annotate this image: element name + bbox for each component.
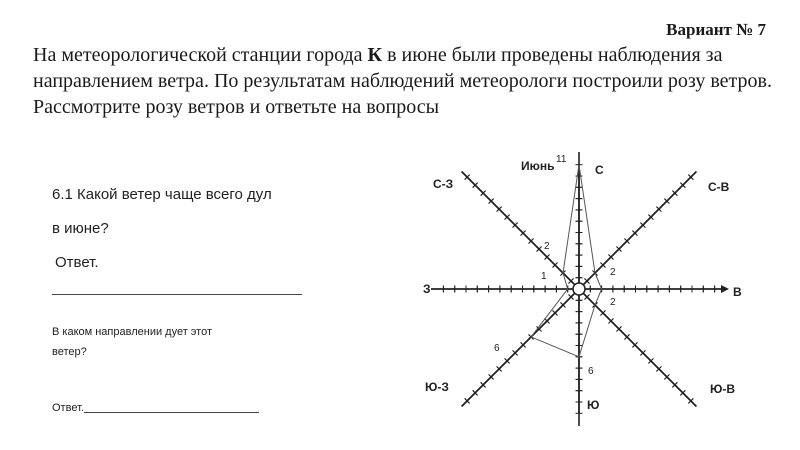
value-label-w: 1	[541, 271, 547, 282]
question-6-1-line2: в июне?	[52, 220, 109, 237]
answer-label-1: Ответ.	[55, 254, 99, 271]
direction-label-s: Ю	[587, 398, 600, 412]
center-circle	[573, 283, 585, 295]
variant-number: Вариант № 7	[666, 20, 766, 39]
city-letter: К	[367, 44, 383, 66]
direction-label-se: Ю-В	[710, 382, 736, 396]
month-label: Июнь	[521, 159, 555, 173]
answer-label-2: Ответ.	[52, 402, 84, 414]
wind-rose-polygon	[531, 165, 602, 357]
question-direction-line2: ветер?	[52, 346, 87, 358]
direction-label-ne: С-В	[708, 180, 730, 194]
value-label-se: 2	[610, 297, 616, 308]
direction-label-nw: С-З	[433, 177, 454, 191]
direction-label-n: С	[595, 163, 604, 177]
question-direction-line1: В каком направлении дует этот	[52, 326, 213, 338]
direction-label-sw: Ю-З	[425, 380, 449, 394]
intro-part2: в июне были проведены наблюдения за направлением ветра. По результатам наблюдений метеорологи построили розу ветров. Рассмотрите розу ветров и ответьте на вопросы	[33, 44, 772, 118]
value-label-ne: 2	[610, 267, 616, 278]
value-label-s: 6	[588, 366, 594, 377]
value-label-nw: 2	[544, 241, 550, 252]
arrow-icon	[721, 285, 729, 293]
intro-part1: На метеорологической станции города	[33, 44, 368, 66]
value-label-n: 11	[556, 154, 567, 165]
question-6-1-line1: 6.1 Какой ветер чаще всего дул	[52, 186, 272, 203]
direction-label-e: В	[733, 285, 742, 299]
value-label-sw: 6	[494, 343, 500, 354]
direction-label-w: З	[423, 282, 431, 296]
